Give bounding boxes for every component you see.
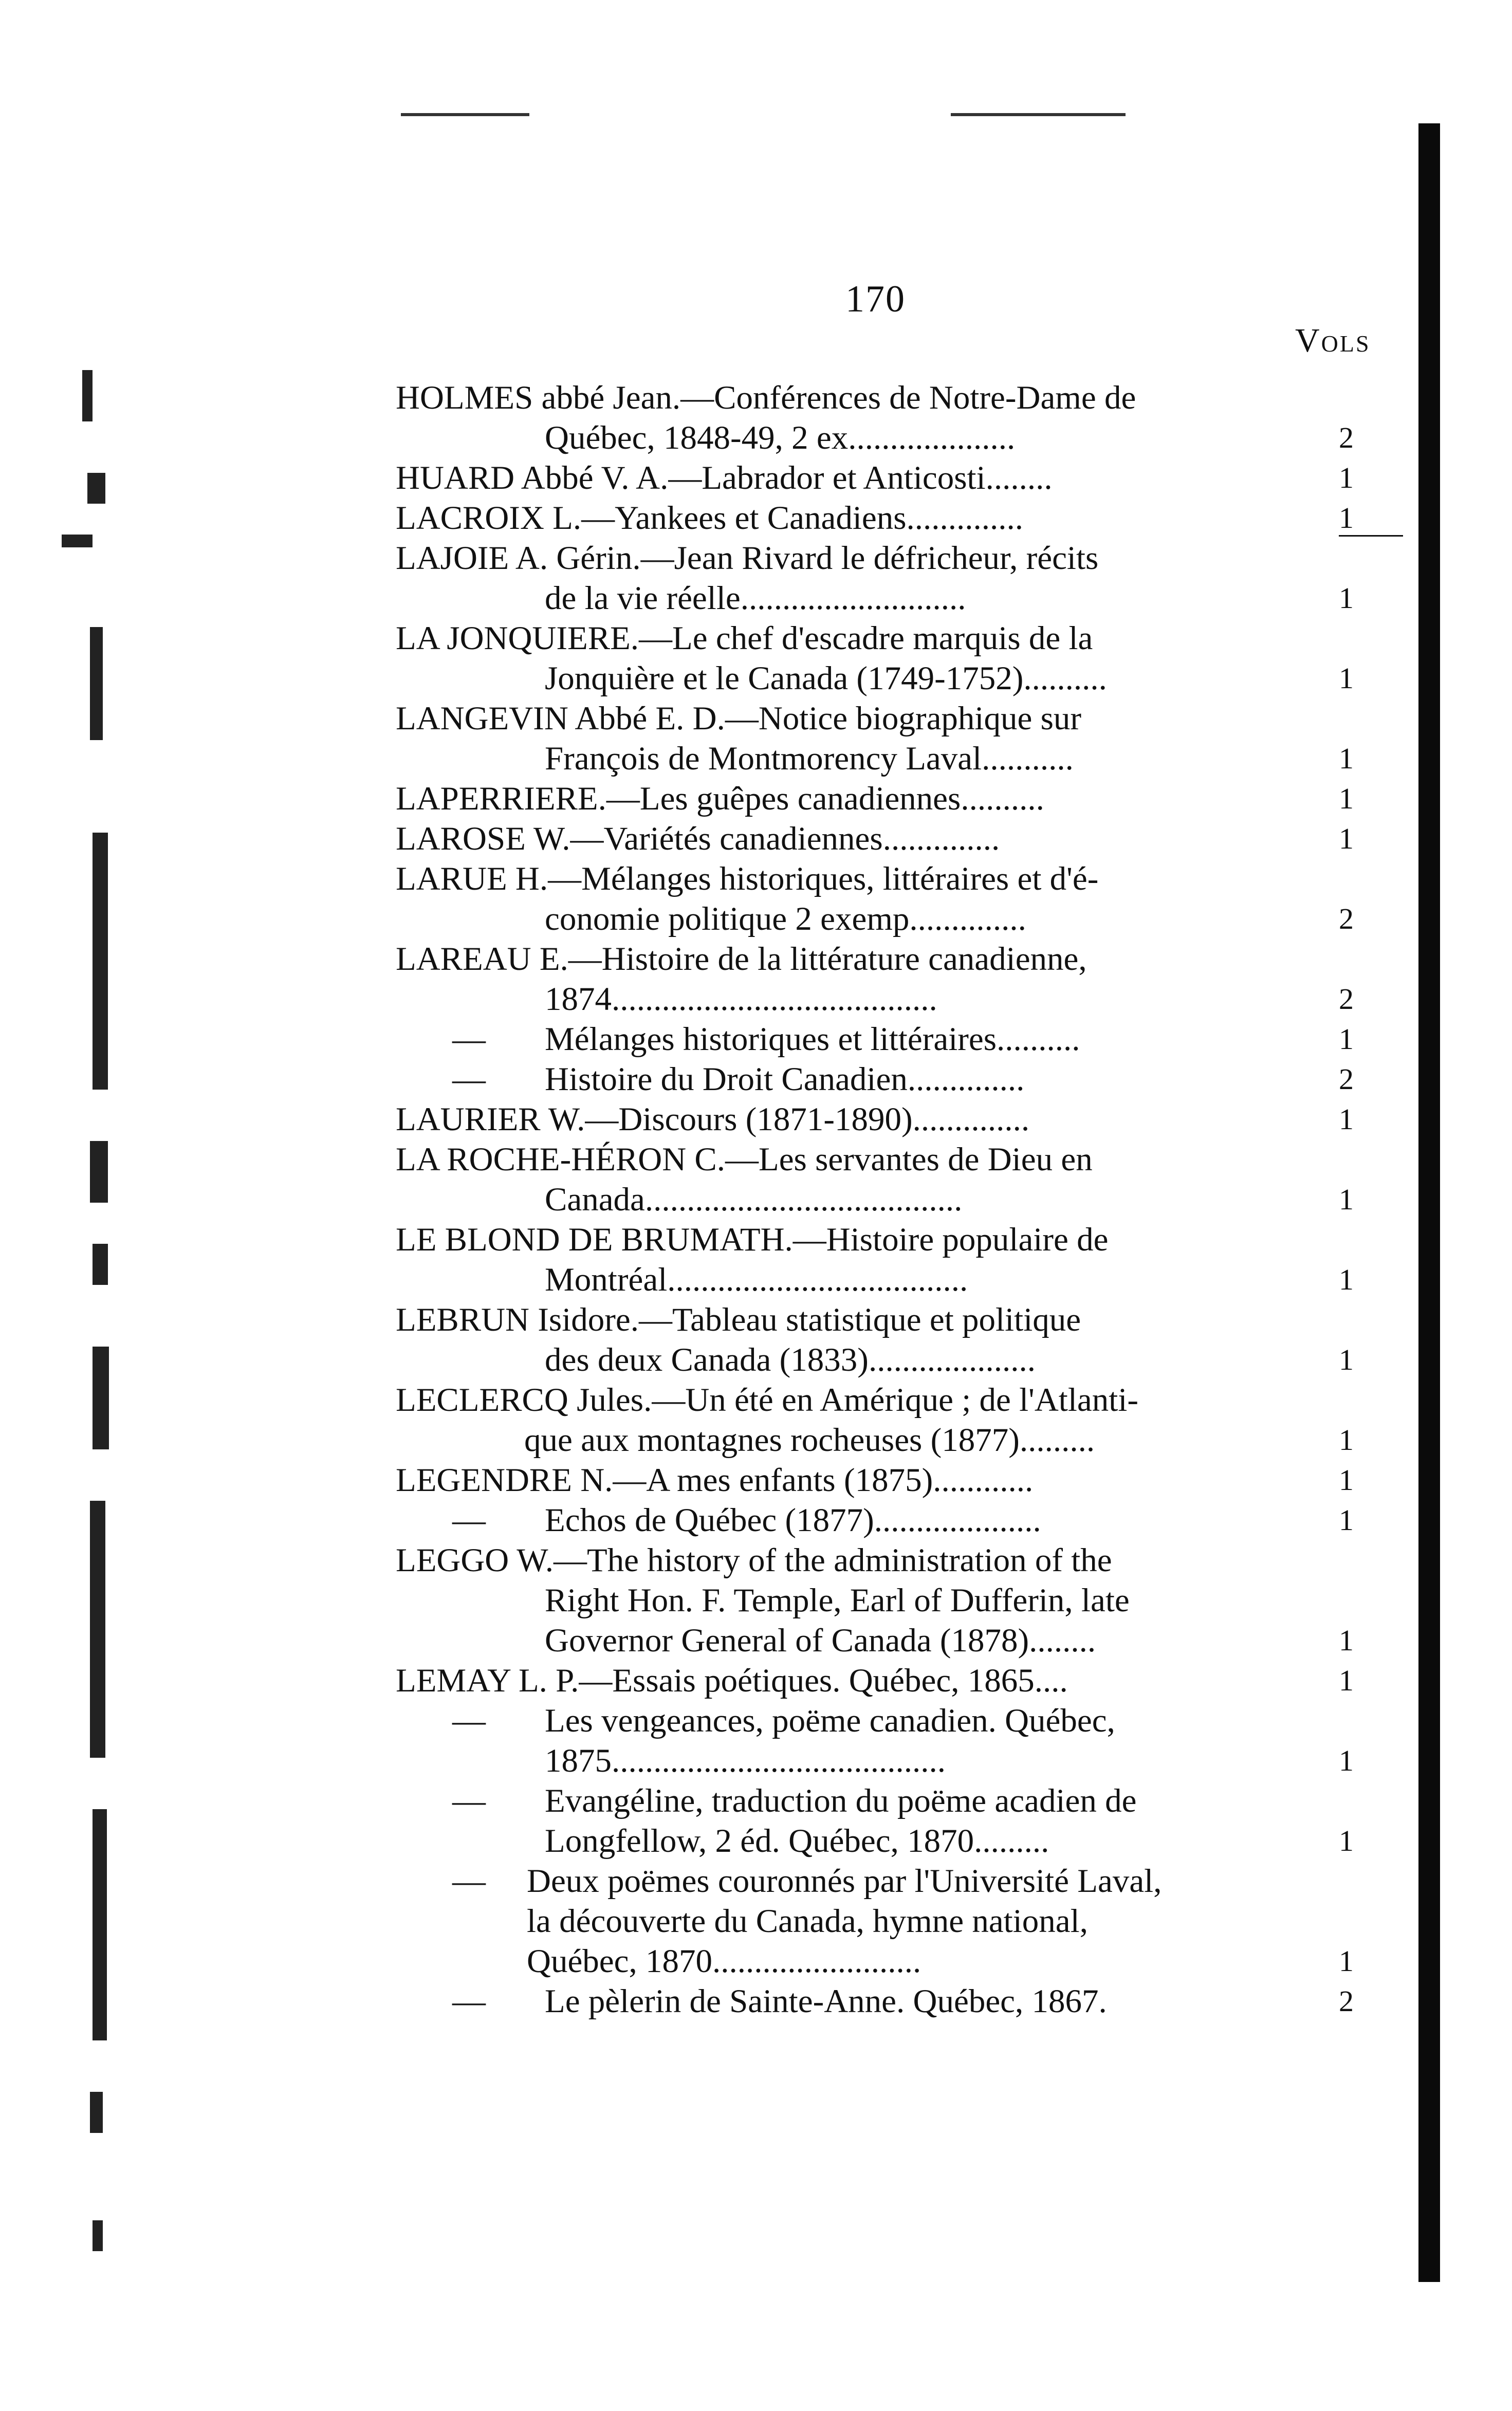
volumes-column-header: Vols — [1295, 322, 1371, 359]
entry-line — [396, 1861, 1398, 1901]
volume-count: 2 — [1339, 421, 1354, 454]
ditto-dash: — — [452, 1061, 486, 1098]
ditto-dash: — — [452, 1702, 486, 1739]
volume-count: 1 — [1339, 1664, 1354, 1697]
entry-text: LAJOIE A. Gérin.—Jean Rivard le défricheur, récits — [396, 540, 1099, 577]
entry-line — [396, 538, 1398, 578]
ditto-dash: — — [452, 1502, 486, 1539]
entry-text: LACROIX L.—Yankees et Canadiens.............. — [396, 500, 1024, 537]
entry-text: Jonquière et le Canada (1749-1752).......... — [545, 660, 1107, 697]
volume-count: 2 — [1339, 982, 1354, 1016]
entry-line — [396, 1460, 1398, 1500]
top-rule-right — [951, 113, 1126, 116]
entry-line — [396, 1981, 1398, 2021]
entry-text: Mélanges historiques et littéraires.......... — [545, 1021, 1080, 1058]
entry-text: des deux Canada (1833).................... — [545, 1341, 1036, 1378]
entry-text: de la vie réelle........................... — [545, 580, 966, 617]
volume-count: 1 — [1339, 822, 1354, 855]
ditto-dash: — — [452, 1782, 486, 1819]
entry-line — [396, 1781, 1398, 1821]
entry-text: Longfellow, 2 éd. Québec, 1870......... — [545, 1823, 1049, 1860]
volume-count: 1 — [1339, 1944, 1354, 1978]
entry-text: Québec, 1870......................... — [527, 1943, 921, 1980]
entry-line — [396, 819, 1398, 859]
entry-line — [396, 1059, 1398, 1099]
entry-text: HOLMES abbé Jean.—Conférences de Notre-Dame de — [396, 379, 1136, 416]
volume-count: 1 — [1339, 1102, 1354, 1136]
entry-line — [396, 1661, 1398, 1701]
entry-line — [396, 1380, 1398, 1420]
scan-noise-margin — [41, 113, 144, 2323]
entry-line — [396, 1139, 1398, 1180]
entry-text: conomie politique 2 exemp.............. — [545, 900, 1026, 937]
entry-line — [396, 498, 1398, 538]
volume-count: 1 — [1339, 1624, 1354, 1657]
entry-text: Montréal.................................... — [545, 1261, 968, 1298]
entry-line — [396, 1540, 1398, 1580]
entry-line — [396, 1260, 1398, 1300]
entry-line — [396, 1901, 1398, 1941]
entry-text: LEBRUN Isidore.—Tableau statistique et politique — [396, 1301, 1081, 1338]
volume-count: 1 — [1339, 1343, 1354, 1376]
volume-count: 1 — [1339, 782, 1354, 815]
volume-underline — [1339, 535, 1403, 537]
entry-line — [396, 1180, 1398, 1220]
entry-line — [396, 1500, 1398, 1540]
entry-text: François de Montmorency Laval........... — [545, 740, 1074, 777]
entry-line — [396, 458, 1398, 498]
entry-line — [396, 939, 1398, 979]
entry-text: 1875........................................ — [545, 1742, 946, 1779]
entry-text: LE BLOND DE BRUMATH.—Histoire populaire de — [396, 1221, 1109, 1258]
entry-text: LANGEVIN Abbé E. D.—Notice biographique sur — [396, 700, 1082, 737]
entry-text: Québec, 1848-49, 2 ex.................... — [545, 419, 1016, 456]
entry-line — [396, 1340, 1398, 1380]
entry-text: Echos de Québec (1877).................... — [545, 1502, 1041, 1539]
volume-count: 1 — [1339, 1183, 1354, 1216]
entry-text: que aux montagnes rocheuses (1877)......... — [524, 1422, 1095, 1459]
entry-text: LA JONQUIERE.—Le chef d'escadre marquis de la — [396, 620, 1093, 657]
entry-text: LARUE H.—Mélanges historiques, littéraires et d'é- — [396, 860, 1099, 897]
entry-line — [396, 1019, 1398, 1059]
volume-count: 2 — [1339, 902, 1354, 935]
entry-line — [396, 899, 1398, 939]
page-number: 170 — [845, 278, 906, 320]
volume-count: 1 — [1339, 1022, 1354, 1056]
entry-text: LEGENDRE N.—A mes enfants (1875)............ — [396, 1462, 1034, 1499]
entry-line — [396, 1941, 1398, 1981]
entry-line — [396, 698, 1398, 739]
entry-line — [396, 1220, 1398, 1260]
entry-text: LEMAY L. P.—Essais poétiques. Québec, 1865.... — [396, 1662, 1068, 1699]
volume-count: 1 — [1339, 742, 1354, 775]
entry-text: Histoire du Droit Canadien.............. — [545, 1061, 1025, 1098]
entry-line — [396, 739, 1398, 779]
entry-text: la découverte du Canada, hymne national, — [527, 1903, 1088, 1940]
entry-line — [396, 1701, 1398, 1741]
entry-text: Canada...................................... — [545, 1181, 963, 1218]
bibliography-entries — [396, 378, 1398, 2021]
volume-count: 1 — [1339, 461, 1354, 494]
entry-text: LAROSE W.—Variétés canadiennes.............. — [396, 820, 1000, 857]
volume-count: 1 — [1339, 1423, 1354, 1457]
entry-line — [396, 1821, 1398, 1861]
entry-line — [396, 1099, 1398, 1139]
top-rule-left — [401, 113, 529, 116]
volume-count: 1 — [1339, 1744, 1354, 1777]
entry-line — [396, 979, 1398, 1019]
entry-text: LAPERRIERE.—Les guêpes canadiennes.......... — [396, 780, 1044, 817]
entry-text: Le pèlerin de Sainte-Anne. Québec, 1867. — [545, 1983, 1107, 2020]
entry-text: Les vengeances, poëme canadien. Québec, — [545, 1702, 1115, 1739]
entry-text: Right Hon. F. Temple, Earl of Dufferin, late — [545, 1582, 1130, 1619]
entry-text: Deux poëmes couronnés par l'Université Laval, — [527, 1863, 1162, 1900]
entry-line — [396, 418, 1398, 458]
entry-line — [396, 618, 1398, 658]
volume-count: 2 — [1339, 1984, 1354, 2018]
volume-count: 1 — [1339, 661, 1354, 695]
volume-count: 1 — [1339, 501, 1354, 535]
entry-text: HUARD Abbé V. A.—Labrador et Anticosti........ — [396, 459, 1053, 496]
ditto-dash: — — [452, 1863, 486, 1900]
volume-count: 1 — [1339, 1263, 1354, 1296]
ditto-dash: — — [452, 1021, 486, 1058]
entry-text: 1874....................................... — [545, 981, 937, 1018]
entry-text: LECLERCQ Jules.—Un été en Amérique ; de l'Atlanti- — [396, 1382, 1139, 1419]
ditto-dash: — — [452, 1983, 486, 2020]
entry-line — [396, 859, 1398, 899]
entry-line — [396, 1621, 1398, 1661]
entry-line — [396, 378, 1398, 418]
entry-line — [396, 578, 1398, 618]
entry-line — [396, 779, 1398, 819]
entry-text: LA ROCHE-HÉRON C.—Les servantes de Dieu en — [396, 1141, 1093, 1178]
scan-edge-bar — [1418, 123, 1440, 2282]
entry-text: LAURIER W.—Discours (1871-1890).............. — [396, 1101, 1030, 1138]
entry-text: Evangéline, traduction du poëme acadien de — [545, 1782, 1137, 1819]
entry-text: Governor General of Canada (1878)........ — [545, 1622, 1096, 1659]
entry-line — [396, 658, 1398, 698]
entry-line — [396, 1420, 1398, 1460]
volume-count: 1 — [1339, 1463, 1354, 1497]
entry-line — [396, 1580, 1398, 1621]
volume-count: 1 — [1339, 581, 1354, 615]
entry-line — [396, 1300, 1398, 1340]
volume-count: 2 — [1339, 1062, 1354, 1096]
entry-text: LEGGO W.—The history of the administration of the — [396, 1542, 1112, 1579]
volume-count: 1 — [1339, 1824, 1354, 1857]
entry-line — [396, 1741, 1398, 1781]
volume-count: 1 — [1339, 1503, 1354, 1537]
entry-text: LAREAU E.—Histoire de la littérature canadienne, — [396, 941, 1087, 978]
